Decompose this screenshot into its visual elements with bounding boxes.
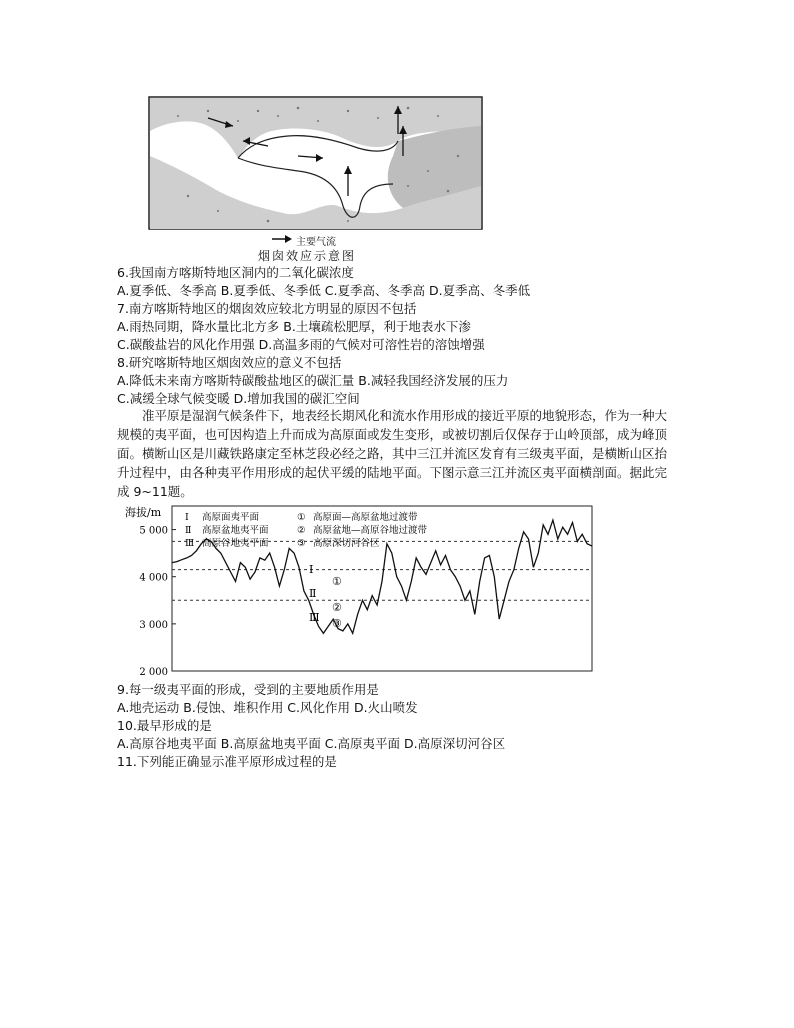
legend-label-I: 高原面夷平面 <box>202 512 260 523</box>
q8-options-1: A.降低未来南方喀斯特碳酸盐地区的碳汇量 B.减轻我国经济发展的压力 <box>117 373 509 388</box>
legend-marker-3: ③ <box>297 538 306 549</box>
plot-marker-1: ① <box>332 575 342 588</box>
legend-marker-1: ① <box>297 512 306 523</box>
q6-stem: 6.我国南方喀斯特地区洞内的二氧化碳浓度 <box>117 265 354 280</box>
plot-marker-3: ③ <box>332 617 342 630</box>
legend-label-3: 高原深切河谷区 <box>313 538 380 549</box>
planation-surface-profile-chart <box>117 503 597 679</box>
plot-marker-I: Ⅰ <box>309 563 314 576</box>
q8-options-2: C.减缓全球气候变暖 D.增加我国的碳汇空间 <box>117 391 360 406</box>
airflow-legend-arrow-icon <box>271 234 293 244</box>
legend-label-1: 高原面—高原盆地过渡带 <box>313 512 418 523</box>
y-tick-label: 3 000 <box>139 619 168 631</box>
q7-stem: 7.南方喀斯特地区的烟囱效应较北方明显的原因不包括 <box>117 301 417 316</box>
plot-marker-III: Ⅲ <box>309 611 320 624</box>
q7-options-2: C.碳酸盐岩的风化作用强 D.高温多雨的气候对可溶性岩的溶蚀增强 <box>117 337 485 352</box>
legend-marker-II: Ⅱ <box>185 525 192 536</box>
y-tick-label: 2 000 <box>139 667 168 678</box>
q8-stem: 8.研究喀斯特地区烟囱效应的意义不包括 <box>117 355 342 370</box>
q10-options: A.高原谷地夷平面 B.高原盆地夷平面 C.高原夷平面 D.高原深切河谷区 <box>117 736 506 751</box>
y-tick-label: 5 000 <box>139 525 168 537</box>
y-axis-label: 海拔/m <box>125 506 162 519</box>
legend-label-II: 高原盆地夷平面 <box>202 525 269 536</box>
q9-stem: 9.每一级夷平面的形成，受到的主要地质作用是 <box>117 682 379 697</box>
legend-label-2: 高原盆地—高原谷地过渡带 <box>313 525 428 536</box>
legend-marker-III: Ⅲ <box>185 538 195 549</box>
plot-marker-II: Ⅱ <box>309 587 317 600</box>
q9-options: A.地壳运动 B.侵蚀、堆积作用 C.风化作用 D.火山喷发 <box>117 700 418 715</box>
q10-stem: 10.最早形成的是 <box>117 718 212 733</box>
y-tick-label: 4 000 <box>139 572 168 584</box>
q11-stem: 11.下列能正确显示准平原形成过程的是 <box>117 754 337 769</box>
legend-marker-I: Ⅰ <box>185 512 189 523</box>
q7-options-1: A.雨热同期，降水量比北方多 B.土壤疏松肥厚，利于地表水下渗 <box>117 319 471 334</box>
plot-marker-2: ② <box>332 601 342 614</box>
legend-label-III: 高原谷地夷平面 <box>202 538 269 549</box>
chimney-effect-diagram <box>148 96 483 230</box>
passage-text: 准平原是湿润气候条件下，地表经长期风化和流水作用形成的接近平原的地貌形态，作为一种大规模的夷平面，也可因构造上升而成为高原面或发生变形，或被切割后仅保存于山岭顶部，成为峰顶面。横断山区是川藏铁路康定至林芝段必经之路，其中三江并流区发育有三级夷平面，是横断山区抬升过程中，由各种夷平作用形成的起伏平缓的陆地平面。下图示意三江并流区夷平面横剖面。据此完成 9~11题。 <box>117 408 668 499</box>
legend-marker-2: ② <box>297 525 306 536</box>
q6-options: A.夏季低、冬季高 B.夏季低、冬季低 C.夏季高、冬季高 D.夏季高、冬季低 <box>117 283 531 298</box>
figure1-caption: 烟囱效应示意图 <box>258 249 357 263</box>
figure1-legend: 主要气流 <box>296 237 336 248</box>
